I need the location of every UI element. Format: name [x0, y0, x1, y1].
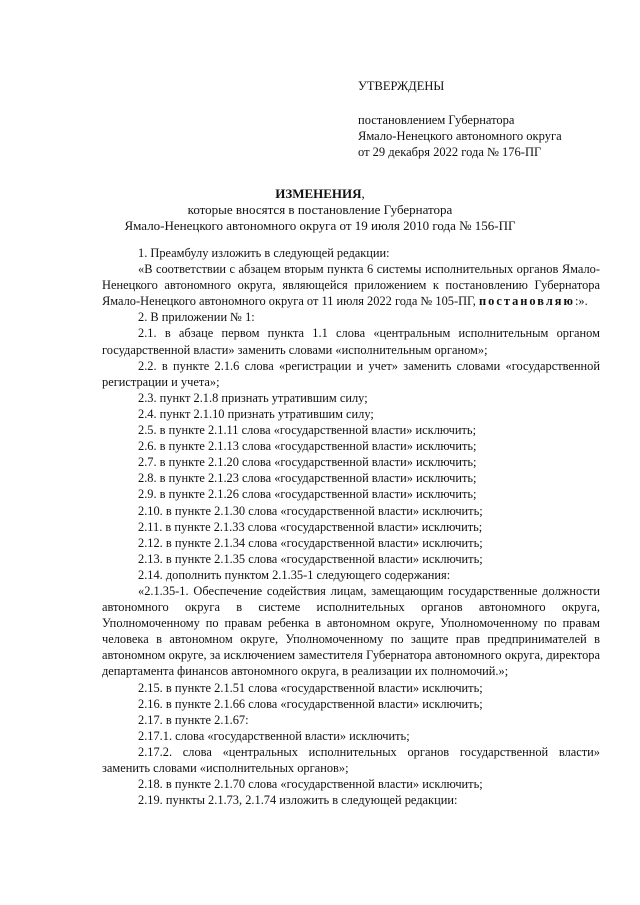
paragraph: 2.19. пункты 2.1.73, 2.1.74 изложить в следующей редакции: — [138, 793, 458, 808]
approval-line-3: от 29 декабря 2022 года № 176-ПГ — [358, 145, 542, 159]
header-title: ИЗМЕНЕНИЯ — [275, 186, 362, 201]
paragraph: 2.6. в пункте 2.1.13 слова «государственной власти» исключить; — [138, 439, 477, 454]
approval-line-1: постановлением Губернатора — [358, 113, 515, 127]
paragraph: 2.2. в пункте 2.1.6 слова «регистрации и учет» заменить словами «государственной регистрации и учета»; — [102, 358, 600, 389]
header-line-1: которые вносятся в постановление Губернатора — [187, 202, 453, 217]
paragraph: 2.11. в пункте 2.1.33 слова «государственной власти» исключить; — [138, 519, 483, 534]
paragraph: 2.17. в пункте 2.1.67: — [138, 712, 249, 727]
paragraph: 2.10. в пункте 2.1.30 слова «государственной власти» исключить; — [138, 503, 483, 518]
header-line-2: Ямало-Ненецкого автономного округа от 19 июля 2010 года № 156-ПГ — [124, 218, 516, 233]
preamble-keyword: постановляю — [479, 294, 575, 309]
paragraph: 2. В приложении № 1: — [138, 310, 255, 325]
paragraph: 2.3. пункт 2.1.8 признать утратившим силу; — [138, 390, 368, 405]
paragraph: «2.1.35-1. Обеспечение содействия лицам, замещающим государственные должности автономного округа в системе исполнительных органов автономного округа, Уполномоченному по правам ребенка в автономном округе, Уполномоченному по правам человека в автономном округе, Уполномоченному по защите прав предпринимателей в автономном округе, за исключением заместителя Губернатора автономного округа, директора департамента финансов автономного округа, в реализации их полномочий.»; — [102, 583, 600, 679]
paragraph: 2.12. в пункте 2.1.34 слова «государственной власти» исключить; — [138, 535, 483, 550]
paragraph: 2.4. пункт 2.1.10 признать утратившим силу; — [138, 406, 374, 421]
document-body — [102, 245, 600, 808]
paragraph: 2.16. в пункте 2.1.66 слова «государственной власти» исключить; — [138, 696, 483, 711]
header-title-line — [0, 186, 640, 202]
paragraph: 2.15. в пункте 2.1.51 слова «государственной власти» исключить; — [138, 680, 483, 695]
paragraph: 1. Преамбулу изложить в следующей редакции: — [138, 246, 390, 260]
approval-title: УТВЕРЖДЕНЫ — [358, 79, 445, 93]
paragraph-preamble — [102, 261, 600, 309]
paragraph: 2.9. в пункте 2.1.26 слова «государственной власти» исключить; — [138, 487, 477, 502]
paragraph: 2.17.2. слова «центральных исполнительных органов государственной власти» заменить словами «исполнительных органов»; — [102, 744, 600, 775]
approval-block — [358, 78, 562, 160]
paragraph: 2.7. в пункте 2.1.20 слова «государственной власти» исключить; — [138, 455, 477, 470]
header-title-comma: , — [361, 186, 365, 201]
paragraph: 2.13. в пункте 2.1.35 слова «государственной власти» исключить; — [138, 551, 483, 566]
paragraph: 2.5. в пункте 2.1.11 слова «государственной власти» исключить; — [138, 423, 477, 438]
paragraph: 2.1. в абзаце первом пункта 1.1 слова «центральным исполнительным органом государственной власти» заменить словами «исполнительным органом»; — [102, 326, 600, 357]
preamble-text: «В соответствии с абзацем вторым пункта 6 системы исполнительных органов Ямало-Ненецкого автономного округа, являющейся приложением к постановлению Губернатора Ямало-Ненецкого автономного округа от 11 июля 2022 года № 105-ПГ, — [102, 262, 600, 309]
paragraph: 2.17.1. слова «государственной власти» исключить; — [138, 728, 410, 743]
approval-line-2: Ямало-Ненецкого автономного округа — [358, 129, 562, 143]
paragraph: 2.8. в пункте 2.1.23 слова «государственной власти» исключить; — [138, 471, 477, 486]
paragraph: 2.14. дополнить пунктом 2.1.35-1 следующего содержания: — [138, 567, 451, 582]
document-header — [0, 186, 640, 234]
preamble-tail: :». — [574, 294, 588, 309]
paragraph: 2.18. в пункте 2.1.70 слова «государственной власти» исключить; — [138, 777, 483, 792]
